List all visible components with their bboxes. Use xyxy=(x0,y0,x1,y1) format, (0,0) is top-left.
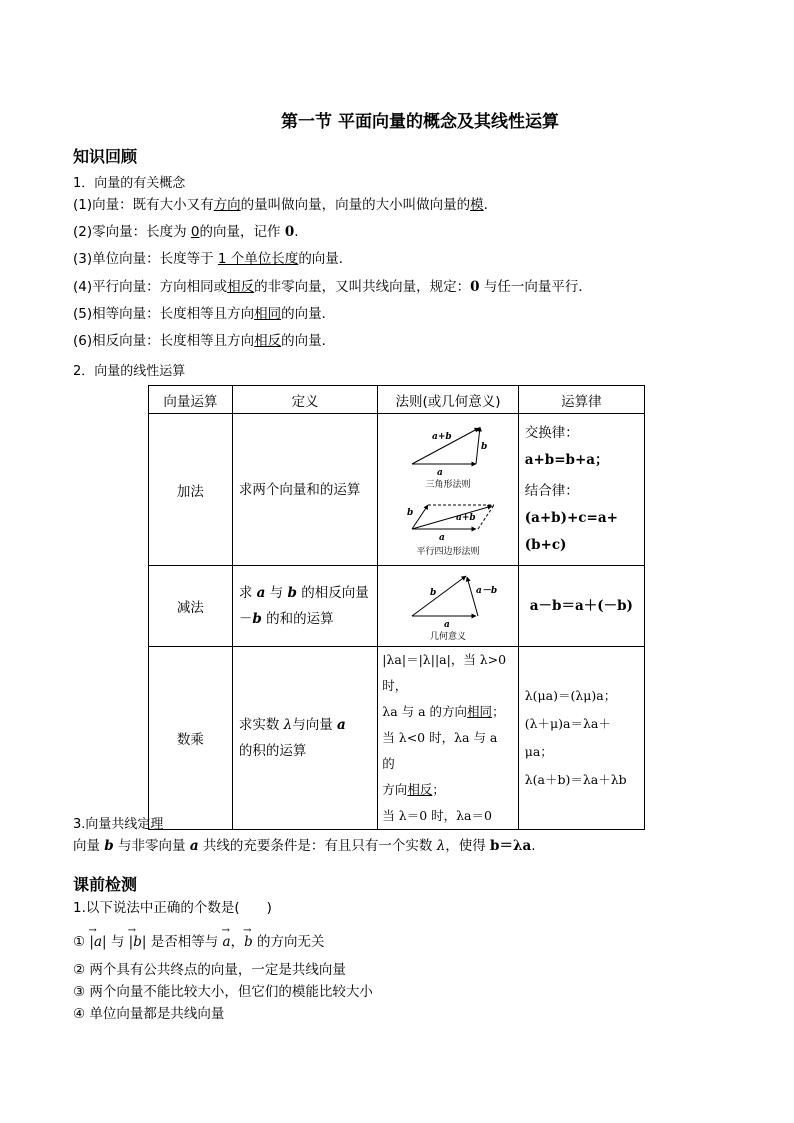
definition-vector: (1)向量：既有大小又有方向的量叫做向量，向量的大小叫做向量的模. xyxy=(73,197,488,213)
label-b: b xyxy=(481,441,488,452)
op-figure-cell xyxy=(378,414,518,566)
caption-geometric-meaning: 几何意义 xyxy=(429,632,467,642)
op-name: 减法 xyxy=(149,566,233,647)
definition-equal-vector: (5)相等向量：长度相等且方向相同的向量． xyxy=(73,306,336,322)
op-laws: a－b＝a＋(－b) xyxy=(518,566,644,647)
question-1: 1.以下说法中正确的个数是( ) xyxy=(73,900,272,916)
operations-table xyxy=(148,385,645,830)
page-title: 第一节 平面向量的概念及其线性运算 xyxy=(281,112,559,132)
op-laws: λ(μa)＝(λμ)a； (λ＋μ)a＝λa＋μa； λ(a＋b)＝λa＋λb xyxy=(518,647,644,830)
op-name: 数乘 xyxy=(149,647,233,830)
label-b: b xyxy=(407,507,414,518)
definition-parallel-vector: (4)平行向量：方向相同或相反的非零向量，又叫共线向量，规定：0 与任一向量平行． xyxy=(73,279,592,295)
op-name: 加法 xyxy=(149,414,233,566)
label-a-plus-b: a+b xyxy=(456,512,476,523)
table-header-row xyxy=(149,386,645,414)
definition-zero-vector: (2)零向量：长度为 0的向量，记作 0. xyxy=(73,224,299,240)
op-figure-cell xyxy=(378,566,518,647)
option-1: ① → |a| 与 → |b| 是否相等与 → a，→ b 的方向无关 xyxy=(73,932,325,952)
addition-diagram xyxy=(384,417,512,563)
op-definition: 求两个向量和的运算 xyxy=(232,414,377,566)
label-a-minus-b: a－b xyxy=(476,586,498,596)
label-b: b xyxy=(430,588,437,598)
op-laws: 交换律：a+b=b+a； 结合律：(a+b)+c=a+(b+c) xyxy=(518,414,644,566)
table-header-cell: 法则(或几何意义) xyxy=(378,386,518,414)
table-header-cell: 向量运算 xyxy=(149,386,233,414)
option-3: ③ 两个向量不能比较大小，但它们的模能比较大小 xyxy=(73,984,373,1000)
op-definition: 求实数 λ与向量 a 的积的运算 xyxy=(232,647,377,830)
label-a: a xyxy=(439,532,445,543)
subsection-heading-operations: 2．向量的线性运算 xyxy=(73,364,186,379)
label-a: a xyxy=(437,467,443,478)
table-row-addition xyxy=(149,414,645,566)
section-heading-precheck: 课前检测 xyxy=(73,875,138,894)
definition-opposite-vector: (6)相反向量：长度相等且方向相反的向量． xyxy=(73,333,336,349)
option-4: ④ 单位向量都是共线向量 xyxy=(73,1006,225,1022)
subtraction-diagram xyxy=(384,567,512,645)
op-rules: |λa|＝|λ||a|，当 λ>0 时， λa 与 a 的方向相同； 当 λ<0 时，λa 与 a 的 方向相反； 当 λ＝0 时，λa＝0 xyxy=(378,647,518,830)
section-heading-review: 知识回顾 xyxy=(73,147,138,166)
subsection-heading-concepts: 1．向量的有关概念 xyxy=(73,176,186,191)
theorem-statement: 向量 b 与非零向量 a 共线的充要条件是：有且只有一个实数 λ，使得 b＝λa. xyxy=(73,838,536,854)
label-a: a xyxy=(444,620,450,630)
subsection-heading-collinear-theorem: 3.向量共线定理 xyxy=(73,817,164,832)
caption-parallelogram-rule: 平行四边形法则 xyxy=(416,546,480,557)
table-row-subtraction xyxy=(149,566,645,647)
caption-triangle-rule: 三角形法则 xyxy=(425,479,471,490)
table-header-cell: 运算律 xyxy=(518,386,644,414)
table-header-cell: 定义 xyxy=(232,386,377,414)
label-a-plus-b: a+b xyxy=(432,431,452,442)
definition-unit-vector: (3)单位向量：长度等于 1 个单位长度的向量． xyxy=(73,251,353,267)
table-row-scalar-multiplication xyxy=(149,647,645,830)
option-2: ② 两个具有公共终点的向量，一定是共线向量 xyxy=(73,962,346,978)
op-definition: 求 a 与 b 的相反向量 －b 的和的运算 xyxy=(232,566,377,647)
